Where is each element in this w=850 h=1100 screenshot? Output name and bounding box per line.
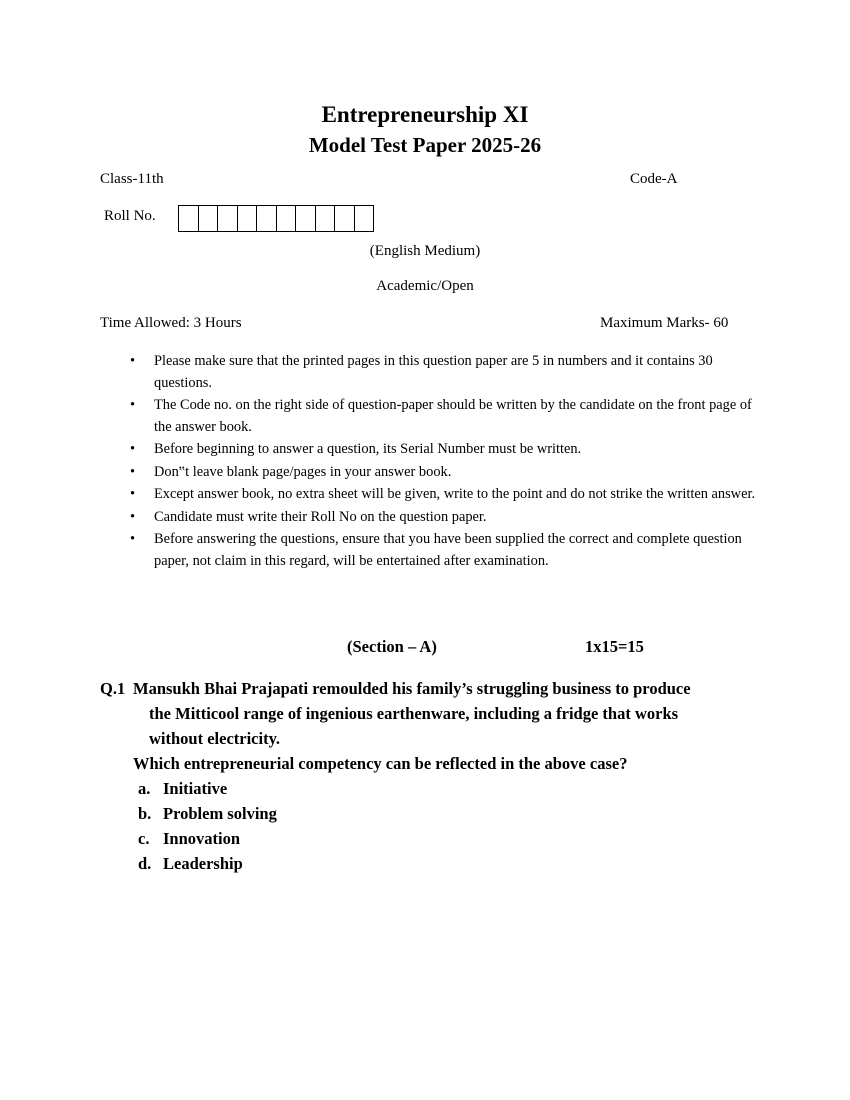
option-letter: b. <box>138 804 152 823</box>
maximum-marks: Maximum Marks- 60 <box>600 315 729 331</box>
option-c[interactable] <box>138 826 277 851</box>
time-allowed: Time Allowed: 3 Hours <box>100 315 242 331</box>
option-letter: d. <box>138 854 152 873</box>
paper-subtitle: Model Test Paper 2025-26 <box>308 133 542 157</box>
question-number: Q.1 <box>100 679 126 698</box>
instruction-item: • Candidate must write their Roll No on the question paper. <box>130 507 770 529</box>
instruction-item: • Before beginning to answer a question, its Serial Number must be written. <box>130 439 770 461</box>
option-text: Leadership <box>163 854 243 873</box>
roll-digit-box[interactable] <box>277 206 297 231</box>
roll-digit-box[interactable] <box>296 206 316 231</box>
paper-title: Entrepreneurship XI <box>321 102 529 127</box>
code-label: Code-A <box>630 171 678 187</box>
option-text: Innovation <box>163 829 241 848</box>
instruction-item: • Don‟t leave blank page/pages in your answer book. <box>130 462 770 484</box>
question-line: without electricity. <box>149 729 281 748</box>
instruction-item: • Except answer book, no extra sheet will be given, write to the point and do not strike the written answer. <box>130 484 770 506</box>
option-d[interactable] <box>138 851 277 876</box>
instruction-item: • The Code no. on the right side of question-paper should be written by the candidate on the front page of the answer book. <box>130 395 770 438</box>
option-b[interactable] <box>138 801 277 826</box>
question-prompt: Which entrepreneurial competency can be reflected in the above case? <box>133 754 628 773</box>
instruction-item: • Please make sure that the printed pages in this question paper are 5 in numbers and it contains 30 questions. <box>130 351 770 394</box>
question-text <box>133 676 753 751</box>
medium-label: (English Medium) <box>369 243 481 259</box>
roll-digit-box[interactable] <box>199 206 219 231</box>
answer-options <box>138 776 277 876</box>
option-a[interactable] <box>138 776 277 801</box>
roll-digit-box[interactable] <box>179 206 199 231</box>
option-letter: a. <box>138 779 151 798</box>
roll-digit-box[interactable] <box>238 206 258 231</box>
class-label: Class-11th <box>100 171 164 187</box>
roll-label: Roll No. <box>104 208 156 224</box>
roll-number-boxes[interactable] <box>178 205 374 232</box>
instruction-item: • Before answering the questions, ensure that you have been supplied the correct and complete question paper, not claim in this regard, will be entertained after examination. <box>130 529 770 572</box>
stream-label: Academic/Open <box>376 278 474 294</box>
roll-digit-box[interactable] <box>257 206 277 231</box>
instructions-list <box>130 351 770 573</box>
question-line: Mansukh Bhai Prajapati remoulded his family’s struggling business to produce <box>133 679 691 698</box>
question-line: the Mitticool range of ingenious earthenware, including a fridge that works <box>149 704 679 723</box>
section-title: (Section – A) <box>347 637 437 656</box>
option-letter: c. <box>138 829 150 848</box>
roll-digit-box[interactable] <box>335 206 355 231</box>
roll-digit-box[interactable] <box>355 206 374 231</box>
option-text: Initiative <box>163 779 228 798</box>
roll-digit-box[interactable] <box>316 206 336 231</box>
option-text: Problem solving <box>163 804 277 823</box>
section-marks: 1x15=15 <box>585 637 644 656</box>
roll-digit-box[interactable] <box>218 206 238 231</box>
